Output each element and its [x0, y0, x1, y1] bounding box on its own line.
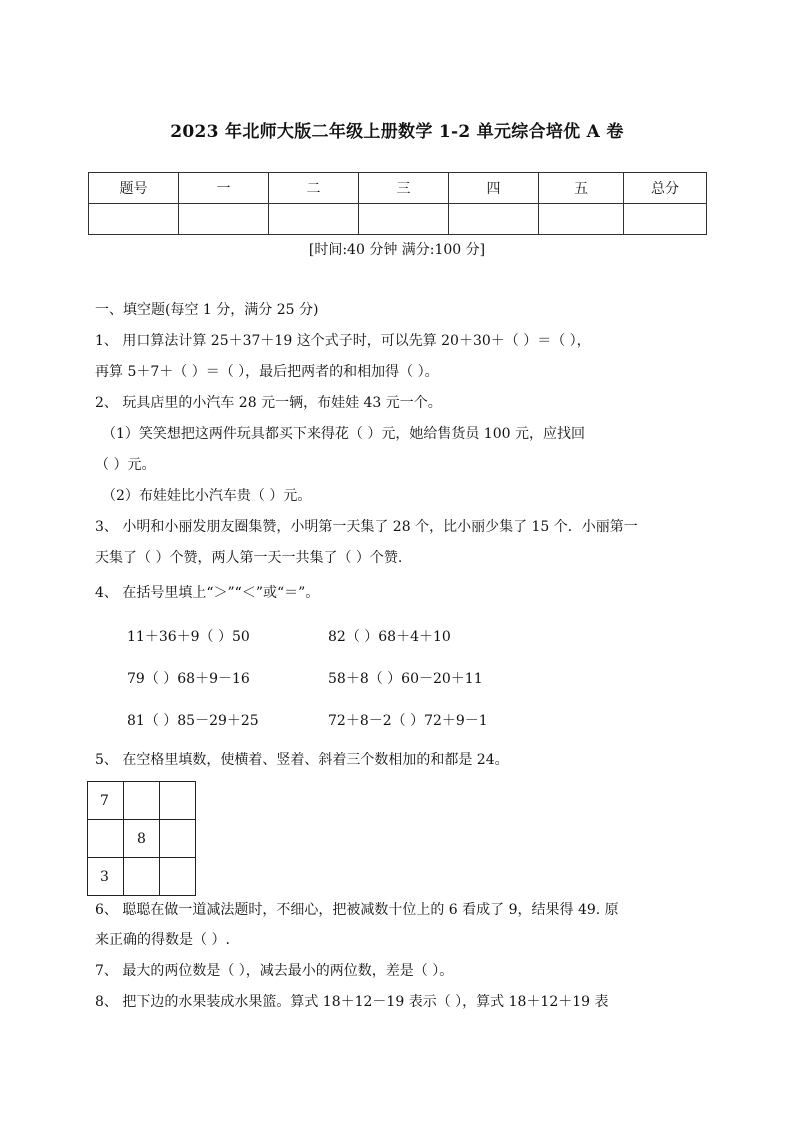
magic-square-cell — [160, 858, 196, 896]
question-1-line-1: 1、 用口算法计算 25＋37＋19 这个式子时，可以先算 20＋30＋（ ）＝（ ）， — [95, 333, 591, 349]
question-1-line-2: 再算 5＋7＋（ ）＝（ ），最后把两者的和相加得（ ）。 — [95, 364, 439, 380]
page-title: 2023 年北师大版二年级上册数学 1-2 单元综合培优 A 卷 — [170, 122, 624, 142]
magic-square-row — [88, 858, 196, 896]
question-4-item: 11＋36＋9（ ）50 — [127, 629, 250, 645]
score-blank-cell — [539, 204, 624, 235]
question-2-line-1: 2、 玩具店里的小汽车 28 元一辆，布娃娃 43 元一个。 — [95, 395, 442, 411]
question-4-item: 79（ ）68＋9－16 — [127, 671, 250, 687]
score-table — [88, 172, 707, 235]
question-4-line: 4、 在括号里填上“＞”“＜”或“＝”。 — [95, 585, 320, 601]
question-6-line-1: 6、 聪聪在做一道减法题时，不细心，把被减数十位上的 6 看成了 9，结果得 49. 原 — [95, 902, 619, 918]
magic-square-row — [88, 782, 196, 820]
magic-square-cell — [124, 782, 160, 820]
magic-square-row — [88, 820, 196, 858]
section-heading: 一、填空题(每空 1 分，满分 25 分) — [95, 302, 319, 318]
score-blank-cell — [449, 204, 539, 235]
score-header-cell: 四 — [449, 173, 539, 204]
magic-square-cell — [160, 820, 196, 858]
question-7-line: 7、 最大的两位数是（ ），减去最小的两位数，差是（ ）。 — [95, 963, 454, 979]
question-2-sub-1-line-1: （1）笑笑想把这两件玩具都买下来得花（ ）元，她给售货员 100 元，应找回 — [102, 426, 585, 442]
question-4-item: 58＋8（ ）60－20＋11 — [328, 671, 483, 687]
question-8-line: 8、 把下边的水果装成水果篮。算式 18＋12－19 表示（ ），算式 18＋12＋19 表 — [95, 994, 609, 1010]
question-2-sub-1-line-2: （ ）元。 — [95, 457, 156, 473]
score-header-cell: 题号 — [89, 173, 179, 204]
question-4-item: 81（ ）85－29＋25 — [127, 713, 259, 729]
score-header-cell: 二 — [269, 173, 359, 204]
question-6-line-2: 来正确的得数是（ ）. — [95, 932, 230, 948]
score-header-cell: 总分 — [624, 173, 707, 204]
question-4-item: 72＋8－2（ ）72＋9－1 — [328, 713, 488, 729]
magic-square-cell — [124, 858, 160, 896]
score-blank-cell — [179, 204, 269, 235]
question-3-line-1: 3、 小明和小丽发朋友圈集赞，小明第一天集了 28 个，比小丽少集了 15 个．小丽第一 — [95, 519, 638, 535]
score-table-blank-row — [89, 204, 707, 235]
score-blank-cell — [269, 204, 359, 235]
time-and-score-info: [时间:40 分钟 满分:100 分] — [308, 242, 486, 258]
magic-square-cell: 8 — [124, 820, 160, 858]
score-header-cell: 五 — [539, 173, 624, 204]
magic-square-cell: 7 — [88, 782, 124, 820]
magic-square-grid — [87, 781, 196, 896]
score-blank-cell — [359, 204, 449, 235]
score-blank-cell — [624, 204, 707, 235]
score-blank-cell — [89, 204, 179, 235]
question-3-line-2: 天集了（ ）个赞，两人第一天一共集了（ ）个赞. — [95, 550, 403, 566]
score-table-header-row — [89, 173, 707, 204]
score-header-cell: 一 — [179, 173, 269, 204]
magic-square-cell — [160, 782, 196, 820]
score-header-cell: 三 — [359, 173, 449, 204]
question-4-item: 82（ ）68＋4＋10 — [328, 629, 451, 645]
magic-square-cell: 3 — [88, 858, 124, 896]
question-2-sub-2: （2）布娃娃比小汽车贵（ ）元。 — [102, 488, 312, 504]
magic-square-cell — [88, 820, 124, 858]
question-5-line: 5、 在空格里填数，使横着、竖着、斜着三个数相加的和都是 24。 — [95, 752, 509, 768]
